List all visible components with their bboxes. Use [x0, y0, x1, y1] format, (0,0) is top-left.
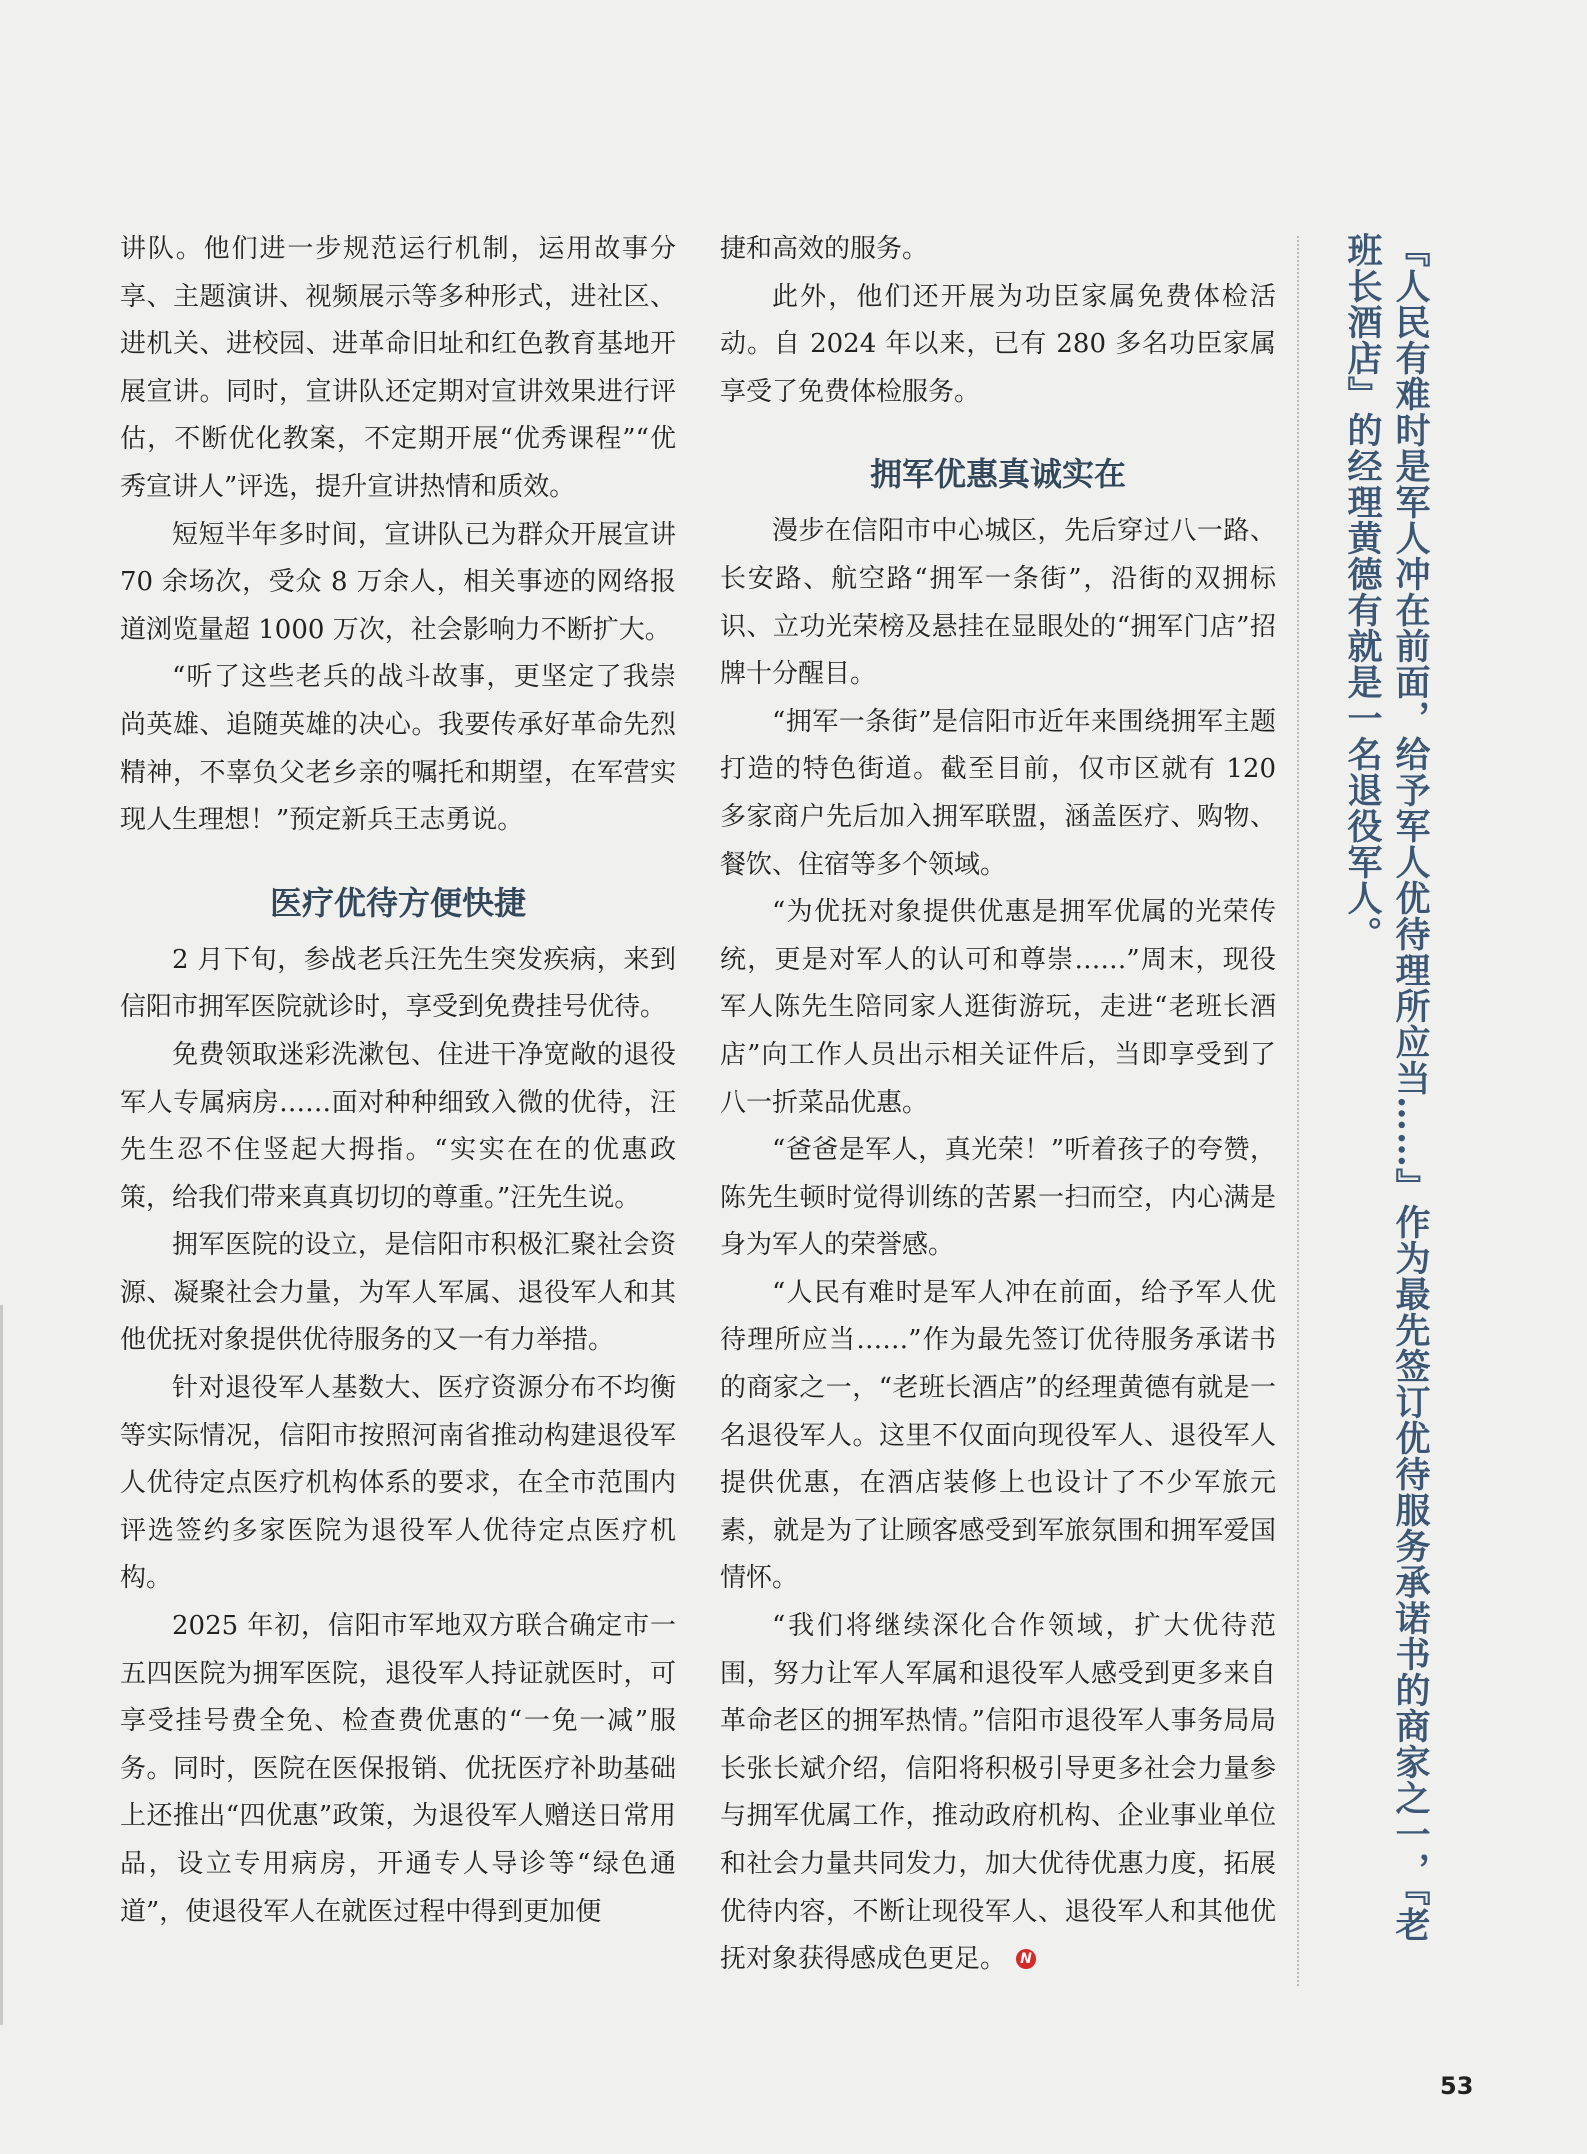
page-number: 53 — [1440, 2072, 1474, 2100]
middle-column — [720, 226, 1276, 1984]
paragraph: “为优抚对象提供优惠是拥军优属的光荣传统，更是对军人的认可和尊崇……”周末，现役军人陈先生陪同家人逛街游玩，走进“老班长酒店”向工作人员出示相关证件后，当即享受到了八一折菜品优惠。 — [720, 897, 1276, 1118]
section-heading: 医疗优待方便快捷 — [269, 883, 526, 922]
section-heading: 拥军优惠真诚实在 — [869, 455, 1126, 494]
logo-end-mark-icon — [1016, 1949, 1036, 1969]
paragraph: 针对退役军人基数大、医疗资源分布不均衡等实际情况，信阳市按照河南省推动构建退役军人优待定点医疗机构体系的要求，在全市范围内评选签约多家医院为退役军人优待定点医疗机构。 — [120, 1373, 676, 1594]
paragraph: “拥军一条街”是信阳市近年来围绕拥军主题打造的特色街道。截至目前，仅市区就有 120 多家商户先后加入拥军联盟，涵盖医疗、购物、餐饮、住宿等多个领域。 — [720, 706, 1276, 880]
paragraph: 拥军医院的设立，是信阳市积极汇聚社会资源、凝聚社会力量，为军人军属、退役军人和其他优抚对象提供优待服务的又一有力举措。 — [120, 1230, 676, 1356]
paragraph: 捷和高效的服务。 — [720, 234, 929, 264]
left-edge-tint — [0, 1305, 3, 2025]
paragraph: 2 月下旬，参战老兵汪先生突发疾病，来到信阳市拥军医院就诊时，享受到免费挂号优待。 — [120, 944, 676, 1023]
paragraph: 此外，他们还开展为功臣家属免费体检活动。自 2024 年以来，已有 280 多名功臣家属享受了免费体检服务。 — [720, 281, 1276, 407]
paragraph: 讲队。他们进一步规范运行机制，运用故事分享、主题演讲、视频展示等多种形式，进社区、进机关、进校园、进革命旧址和红色教育基地开展宣讲。同时，宣讲队还定期对宣讲效果进行评估，不断优化教案，不定期开展“优秀课程”“优秀宣讲人”评选，提升宣讲热情和质效。 — [120, 234, 676, 502]
pull-quote: 『人民有难时是军人冲在前面，给予军人优待理所应当……』作为最先签订优待服务承诺书的商家之一，『老班长酒店』的经理黄德有就是一名退役军人。 — [1342, 232, 1431, 1943]
column-divider — [1297, 236, 1299, 1986]
paragraph: “听了这些老兵的战斗故事，更坚定了我崇尚英雄、追随英雄的决心。我要传承好革命先烈精神，不辜负父老乡亲的嘱托和期望，在军营实现人生理想！”预定新兵王志勇说。 — [120, 662, 676, 836]
paragraph-final — [720, 1603, 1276, 1984]
paragraph-text: “我们将继续深化合作领域，扩大优待范围，努力让军人军属和退役军人感受到更多来自革命老区的拥军热情。”信阳市退役军人事务局局长张长斌介绍，信阳将积极引导更多社会力量参与拥军优属工作，推动政府机构、企业事业单位和社会力量共同发力，加大优待优惠力度，拓展优待内容，不断让现役军人、退役军人和其他优抚对象获得感成色更足。 — [720, 1611, 1276, 1975]
paragraph: 免费领取迷彩洗漱包、住进干净宽敞的退役军人专属病房……面对种种细致入微的优待，汪先生忍不住竖起大拇指。“实实在在的优惠政策，给我们带来真真切切的尊重。”汪先生说。 — [120, 1039, 676, 1213]
paragraph: 短短半年多时间，宣讲队已为群众开展宣讲 70 余场次，受众 8 万余人，相关事迹的网络报道浏览量超 1000 万次，社会影响力不断扩大。 — [120, 519, 676, 645]
left-column — [120, 226, 676, 1936]
paragraph: 漫步在信阳市中心城区，先后穿过八一路、长安路、航空路“拥军一条街”，沿街的双拥标识、立功光荣榜及悬挂在显眼处的“拥军门店”招牌十分醒目。 — [720, 516, 1276, 690]
paragraph: “人民有难时是军人冲在前面，给予军人优待理所应当……”作为最先签订优待服务承诺书的商家之一，“老班长酒店”的经理黄德有就是一名退役军人。这里不仅面向现役军人、退役军人提供优惠，在酒店装修上也设计了不少军旅元素，就是为了让顾客感受到军旅氛围和拥军爱国情怀。 — [720, 1277, 1276, 1594]
paragraph: 2025 年初，信阳市军地双方联合确定市一五四医院为拥军医院，退役军人持证就医时，可享受挂号费全免、检查费优惠的“一免一减”服务。同时，医院在医保报销、优抚医疗补助基础上还推出“四优惠”政策，为退役军人赠送日常用品，设立专用病房，开通专人导诊等“绿色通道”，使退役军人在就医过程中得到更加便 — [120, 1611, 676, 1927]
paragraph: “爸爸是军人，真光荣！”听着孩子的夸赞，陈先生顿时觉得训练的苦累一扫而空，内心满是身为军人的荣誉感。 — [720, 1135, 1276, 1261]
